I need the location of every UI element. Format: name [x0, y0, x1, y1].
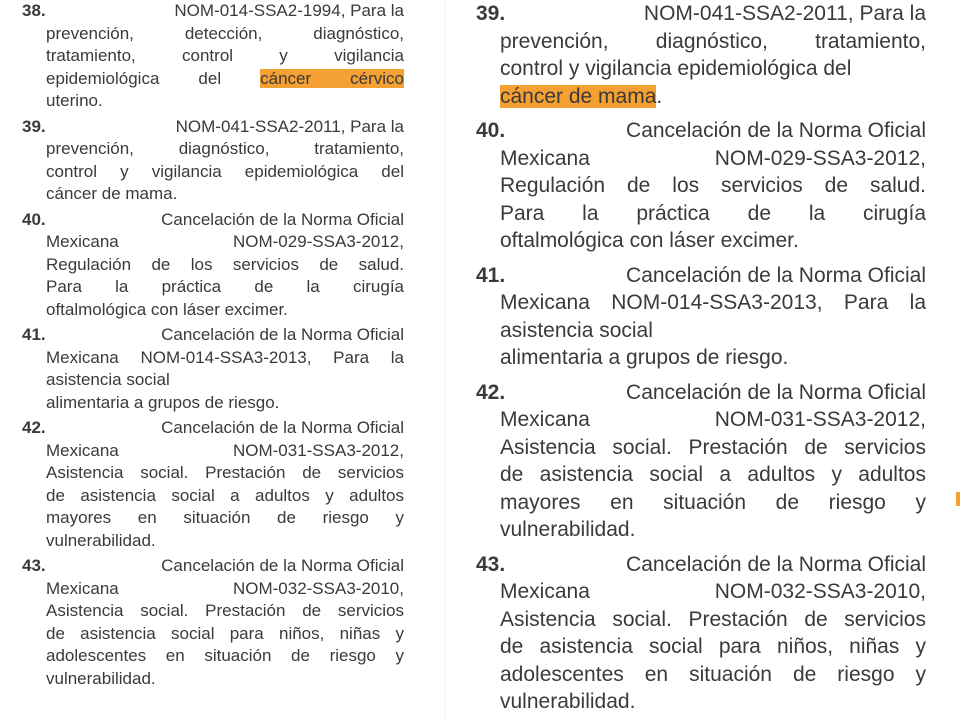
list-item: [476, 0, 926, 110]
text-line: vulnerabilidad.: [500, 690, 636, 713]
text-line: [46, 68, 404, 91]
item-number: 42.: [476, 380, 506, 404]
list-item: [22, 209, 404, 322]
item-number: 43.: [476, 552, 506, 576]
text-fragment: epidemiológica del: [46, 68, 261, 88]
text-line: adolescentes en situación de riesgo y: [500, 662, 926, 686]
text-fragment: control y vigilancia epidemiológica del: [500, 57, 852, 80]
item-first-line: Cancelación de la Norma Oficial: [626, 119, 926, 142]
text-line: adolescentes en situación de riesgo y: [46, 646, 404, 665]
text-line: asistencia social: [500, 318, 653, 342]
text-line: cáncer de mama.: [46, 184, 178, 203]
text-line: Para la práctica de la cirugía: [500, 201, 926, 225]
text-line: de asistencia social para niños, niñas y: [46, 623, 404, 643]
text-line: control y vigilancia epidemiológica del: [46, 161, 404, 181]
item-first-line: Cancelación de la Norma Oficial: [161, 209, 404, 229]
item-number: 43.: [22, 556, 46, 575]
list-item: [22, 116, 404, 206]
text-line: mayores en situación de riesgo y: [46, 508, 404, 527]
item-number: 38.: [22, 1, 46, 20]
item-first-line: Cancelación de la Norma Oficial: [161, 325, 404, 344]
text-line: Mexicana NOM-032-SSA3-2010,: [46, 578, 404, 598]
text-line: prevención, diagnóstico, tratamiento,: [46, 139, 404, 158]
text-line: Asistencia social. Prestación de servicios: [500, 435, 926, 459]
item-number: 42.: [22, 418, 46, 437]
list-item: [22, 417, 404, 552]
text-line: de asistencia social a adultos y adultos: [46, 485, 404, 505]
text-line: Asistencia social. Prestación de servicios: [500, 607, 926, 631]
text-line: vulnerabilidad.: [500, 518, 636, 541]
edge-marker: [956, 492, 960, 506]
item-number: 41.: [476, 263, 506, 287]
item-first-line: Cancelación de la Norma Oficial: [161, 418, 404, 437]
item-first-line: Cancelación de la Norma Oficial: [626, 263, 926, 287]
text-line: uterino.: [46, 91, 103, 110]
item-gap: [476, 544, 926, 551]
item-number: 40.: [476, 119, 506, 142]
highlighted-text: cáncer cérvico: [260, 68, 404, 88]
list-item: [476, 117, 926, 255]
text-line: [500, 55, 926, 83]
text-line: Para la práctica de la cirugía: [46, 277, 404, 296]
highlighted-text: cáncer de mama: [500, 84, 657, 108]
text-line: tratamiento, control y vigilancia: [46, 46, 404, 65]
list-item: [22, 0, 404, 113]
text-line: prevención, diagnóstico, tratamiento,: [500, 29, 926, 53]
item-gap: [476, 255, 926, 262]
list-item: [22, 324, 404, 414]
text-line: Regulación de los servicios de salud.: [46, 254, 404, 274]
item-gap: [476, 372, 926, 379]
text-line: prevención, detección, diagnóstico,: [46, 23, 404, 43]
text-line: [500, 83, 926, 111]
left-column: [22, 0, 404, 690]
text-line: de asistencia social para niños, niñas y: [500, 635, 926, 658]
text-line: oftalmológica con láser excimer.: [46, 299, 288, 319]
text-line: Asistencia social. Prestación de servicios: [46, 463, 404, 482]
text-line: Mexicana NOM-029-SSA3-2012,: [46, 232, 404, 251]
item-first-line: NOM-041-SSA2-2011, Para la: [175, 116, 404, 136]
text-line: Mexicana NOM-031-SSA3-2012,: [500, 408, 926, 431]
text-line: alimentaria a grupos de riesgo.: [46, 392, 280, 412]
text-line: vulnerabilidad.: [46, 668, 156, 688]
text-line: oftalmológica con láser excimer.: [500, 229, 799, 252]
text-line: de asistencia social a adultos y adultos: [500, 463, 926, 486]
text-line: Regulación de los servicios de salud.: [500, 174, 926, 197]
right-column: [476, 0, 926, 716]
text-line: alimentaria a grupos de riesgo.: [500, 346, 789, 369]
text-fragment: .: [656, 84, 663, 108]
text-line: Asistencia social. Prestación de servicios: [46, 601, 404, 620]
text-line: Mexicana NOM-029-SSA3-2012,: [500, 146, 926, 170]
item-number: 40.: [22, 209, 46, 229]
list-item: [476, 379, 926, 544]
item-number: 41.: [22, 325, 46, 344]
column-divider: [444, 0, 445, 720]
item-number: 39.: [22, 116, 46, 136]
list-item: [476, 262, 926, 372]
text-line: Mexicana NOM-031-SSA3-2012,: [46, 440, 404, 460]
item-first-line: Cancelación de la Norma Oficial: [626, 552, 926, 576]
text-line: Mexicana NOM-014-SSA3-2013, Para la: [500, 291, 926, 314]
text-line: Mexicana NOM-032-SSA3-2010,: [500, 580, 926, 603]
item-first-line: Cancelación de la Norma Oficial: [161, 556, 404, 575]
list-item: [22, 555, 404, 690]
text-line: asistencia social: [46, 370, 170, 389]
text-line: Mexicana NOM-014-SSA3-2013, Para la: [46, 347, 404, 367]
item-number: 39.: [476, 2, 506, 25]
item-gap: [476, 110, 926, 117]
text-line: mayores en situación de riesgo y: [500, 490, 926, 514]
item-first-line: Cancelación de la Norma Oficial: [626, 380, 926, 404]
item-first-line: NOM-041-SSA2-2011, Para la: [643, 2, 926, 25]
list-item: [476, 551, 926, 716]
text-line: vulnerabilidad.: [46, 530, 156, 550]
item-first-line: NOM-014-SSA2-1994, Para la: [174, 1, 404, 20]
